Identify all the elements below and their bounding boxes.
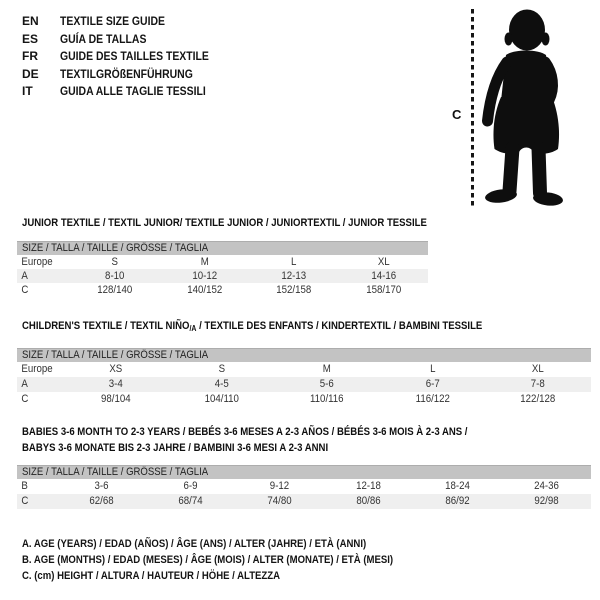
size-value-cell: 3-6 [94, 479, 109, 492]
children-title-pre: CHILDREN'S TEXTILE / TEXTIL NIÑO [22, 320, 190, 332]
language-code: DE [22, 66, 39, 81]
size-header-bar [17, 465, 591, 479]
size-value-cell: 4-5 [214, 377, 229, 390]
size-header-label: SIZE / TALLA / TAILLE / GRÖSSE / TAGLIA [22, 242, 209, 254]
size-value-cell: S [218, 362, 225, 375]
language-row-en [22, 13, 231, 31]
language-code: ES [22, 31, 39, 46]
size-value-cell: 6-9 [183, 479, 198, 492]
row-label: C [21, 494, 29, 507]
size-value-cell: 12-13 [281, 269, 307, 282]
height-marker-label: C [452, 107, 462, 122]
children-table-title [17, 320, 591, 335]
junior-table-rows [17, 255, 428, 298]
legend-line [22, 552, 449, 568]
language-code: EN [22, 14, 39, 28]
size-value-cell: 9-12 [269, 479, 290, 492]
size-value-cell: 86/92 [445, 494, 470, 507]
language-row-fr [22, 48, 231, 66]
language-row-it [22, 83, 231, 101]
row-label: B [21, 479, 28, 492]
size-header-label: SIZE / TALLA / TAILLE / GRÖSSE / TAGLIA [22, 466, 209, 478]
row-label: Europe [21, 362, 53, 375]
babies-table-title [17, 425, 591, 456]
legend-line-text: B. AGE (MONTHS) / EDAD (MESES) / ÂGE (MOIS) / ALTER (MONATE) / ETÀ (MESI) [22, 554, 394, 567]
size-table-row [17, 269, 428, 283]
size-table-row [17, 255, 428, 269]
language-label: TEXTILGRÖßENFÜHRUNG [60, 66, 193, 81]
size-value-cell: M [322, 362, 332, 375]
size-table-row [17, 362, 591, 377]
babies-title-line1: BABIES 3-6 MONTH TO 2-3 YEARS / BEBÉS 3-6 MESES A 2-3 AÑOS / BÉBÉS 3-6 MOIS À 2-3 ANS / [22, 426, 468, 438]
size-value-cell: 24-36 [534, 479, 559, 492]
row-label: Europe [21, 255, 53, 268]
size-value-cell: 5-6 [319, 377, 334, 390]
language-code: IT [22, 84, 33, 98]
size-value-cell: 12-18 [356, 479, 381, 492]
size-value-cell: XS [109, 362, 123, 375]
children-title-post: / TEXTILE DES ENFANTS / KINDERTEXTIL / BAMBINI TESSILE [196, 320, 483, 332]
row-label: A [21, 269, 28, 282]
size-value-cell: 3-4 [108, 377, 123, 390]
size-header-label: SIZE / TALLA / TAILLE / GRÖSSE / TAGLIA [22, 349, 209, 361]
size-value-cell: 6-7 [425, 377, 440, 390]
size-value-cell: 116/122 [415, 392, 450, 405]
size-value-cell: 8-10 [105, 269, 125, 282]
language-title-block [22, 13, 231, 101]
babies-title-line2: BABYS 3-6 MONATE BIS 2-3 JAHRE / BAMBINI 3-6 MESI A 2-3 ANNI [22, 441, 329, 454]
children-table-rows [17, 362, 591, 407]
size-value-cell: 122/128 [520, 392, 556, 405]
size-value-cell: 158/170 [365, 284, 401, 297]
size-value-cell: 62/68 [89, 494, 114, 507]
junior-table-title [17, 217, 428, 229]
language-code: FR [22, 49, 38, 63]
size-value-cell: XL [532, 362, 545, 375]
size-table-row [17, 392, 591, 407]
size-table-row [17, 479, 591, 494]
row-label: C [21, 284, 29, 297]
size-value-cell: 80/86 [356, 494, 381, 507]
legend-footnotes [22, 536, 449, 585]
size-header-bar [17, 348, 591, 362]
language-label: TEXTILE SIZE GUIDE [60, 14, 165, 28]
size-value-cell: 92/98 [534, 494, 559, 507]
size-value-cell: 74/80 [267, 494, 292, 507]
size-value-cell: L [291, 255, 297, 268]
size-value-cell: 152/158 [276, 284, 312, 297]
size-value-cell: 68/74 [178, 494, 203, 507]
language-label: GUIDA ALLE TAGLIE TESSILI [60, 84, 206, 98]
babies-table-rows [17, 479, 591, 509]
size-value-cell: M [200, 255, 209, 268]
children-title-subscript: /A [189, 324, 197, 333]
size-table-row [17, 377, 591, 392]
language-label: GUIDE DES TAILLES TEXTILE [60, 49, 209, 63]
size-value-cell: 140/152 [186, 284, 222, 297]
size-value-cell: S [111, 255, 118, 268]
children-size-table [17, 320, 591, 407]
size-table-row [17, 283, 428, 297]
junior-table-title-text: JUNIOR TEXTILE / TEXTIL JUNIOR/ TEXTILE JUNIOR / JUNIORTEXTIL / JUNIOR TESSILE [22, 217, 427, 229]
size-value-cell: 110/116 [310, 392, 344, 405]
legend-line-text: A. AGE (YEARS) / EDAD (AÑOS) / ÂGE (ANS) / ALTER (JAHRE) / ETÀ (ANNI) [22, 538, 367, 550]
toddler-silhouette-image [479, 5, 575, 212]
legend-line-text: C. (cm) HEIGHT / ALTURA / HAUTEUR / HÖHE / ALTEZZA [22, 570, 281, 583]
size-value-cell: 98/104 [100, 392, 131, 405]
height-dashed-line [471, 9, 474, 206]
size-value-cell: 7-8 [531, 377, 546, 390]
size-value-cell: L [429, 362, 436, 375]
junior-size-table [17, 217, 428, 297]
babies-size-table [17, 425, 591, 509]
toddler-silhouette-icon [479, 5, 575, 207]
size-value-cell: XL [377, 255, 390, 268]
row-label: A [21, 377, 28, 390]
row-label: C [21, 392, 29, 405]
language-row-de [22, 66, 231, 84]
language-label: GUÍA DE TALLAS [60, 31, 147, 46]
children-table-title-text [22, 320, 482, 335]
size-value-cell: 104/110 [204, 392, 239, 405]
size-value-cell: 14-16 [370, 269, 396, 282]
size-header-bar [17, 241, 428, 255]
size-table-row [17, 494, 591, 509]
size-value-cell: 128/140 [97, 284, 133, 297]
size-value-cell: 18-24 [445, 479, 470, 492]
language-row-es [22, 31, 231, 49]
legend-line [22, 536, 449, 552]
legend-line [22, 568, 449, 584]
size-value-cell: 10-12 [191, 269, 217, 282]
